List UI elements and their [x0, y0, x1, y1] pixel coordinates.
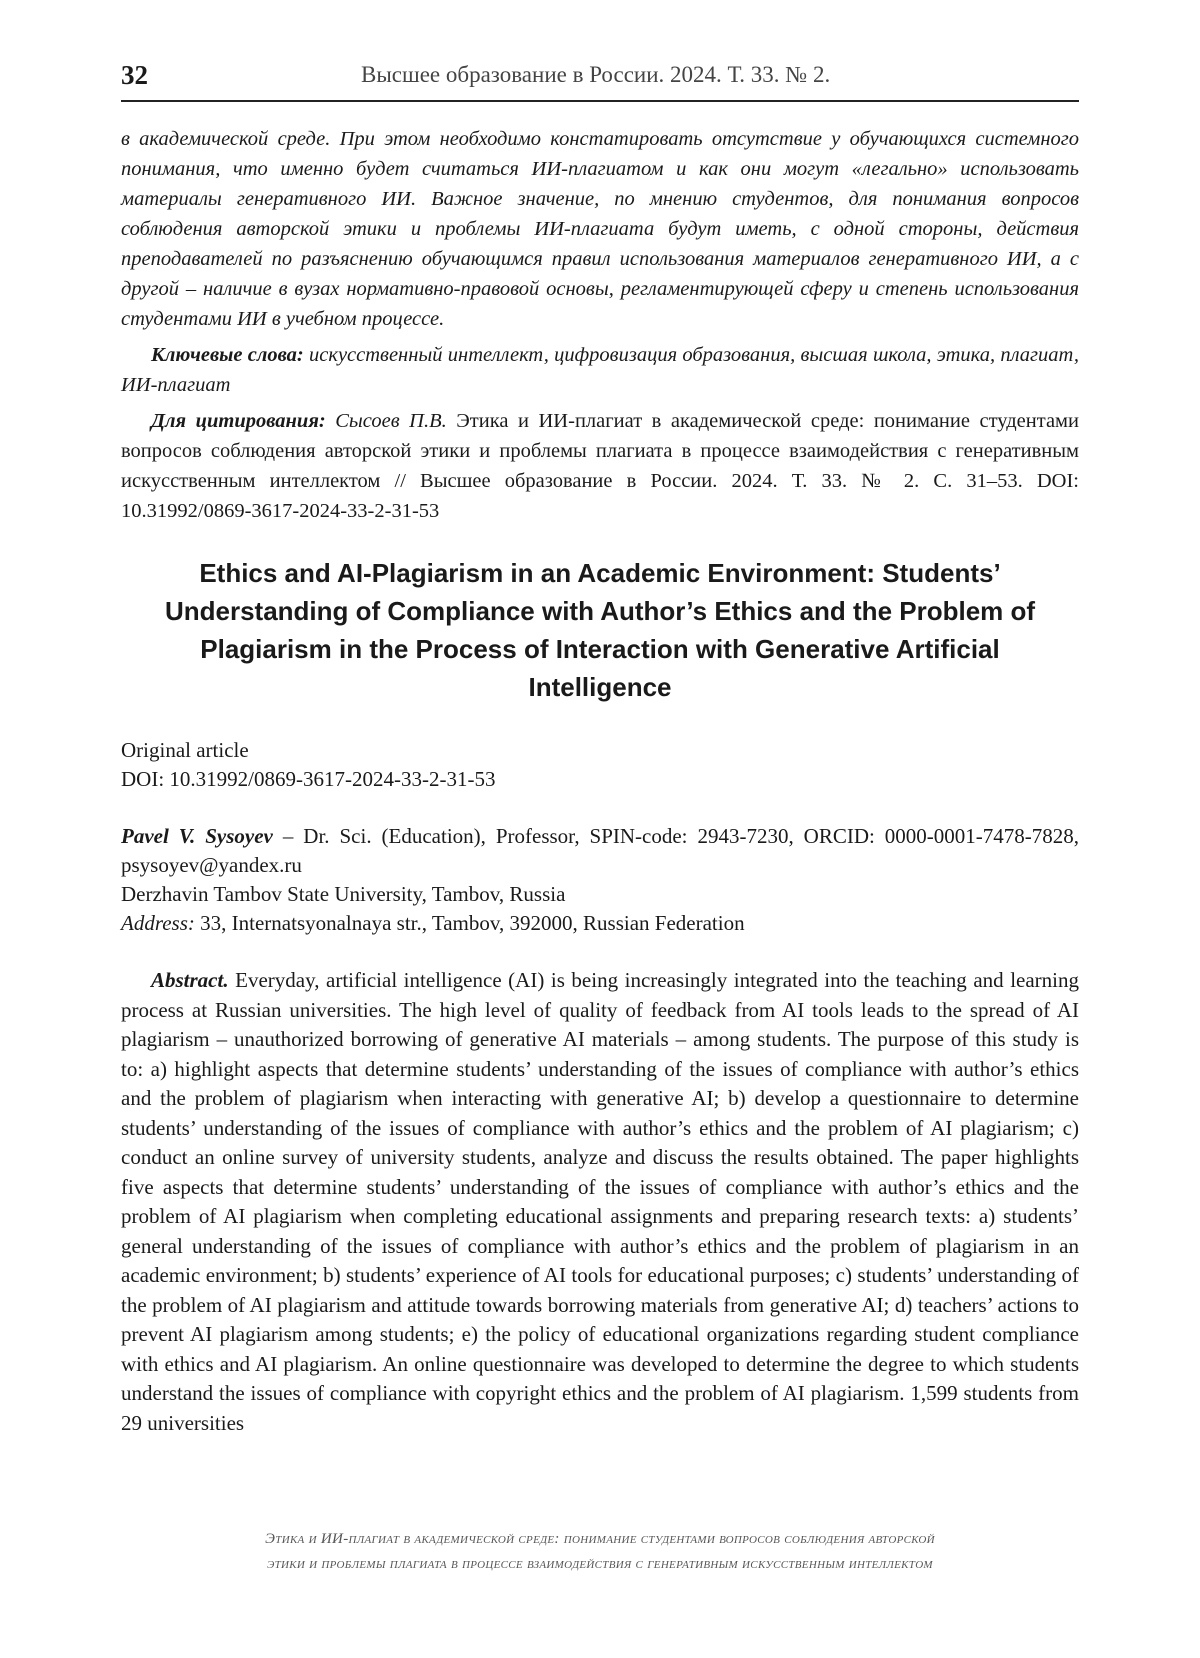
address-text: 33, Internatsyonalnaya str., Tambov, 392000, Russian Federation — [200, 911, 745, 935]
citation-text: Этика и ИИ-плагиат в академической среде: понимание студентами вопросов соблюдения авторской этики и проблемы плагиата в процессе взаимодействия с генеративным искусственным интеллектом // Высшее образование в России. 2024. Т. 33. № 2. С. 31–53. DOI: 10.31992/0869-3617-2024-33-2-31-53 — [121, 410, 1079, 522]
author-address — [121, 909, 1079, 938]
article-doi: DOI: 10.31992/0869-3617-2024-33-2-31-53 — [121, 767, 496, 791]
page — [121, 56, 1079, 1438]
russian-abstract-end: в академической среде. При этом необходимо констатировать отсутствие у обучающихся системного понимания, что именно будет считаться ИИ-плагиатом и как они могут «легально» использовать материалы генеративного ИИ. Важное значение, по мнению студентов, для понимания вопросов соблюдения авторской этики и проблемы ИИ-плагиата будут иметь, с одной стороны, действия преподавателей по разъяснению обучающимся правил использования материалов генеративного ИИ, а с другой – наличие в вузах нормативно-правовой основы, регламентирующей сферу и степень использования студентами ИИ в учебном процессе. — [121, 128, 1079, 330]
citation-label: Для цитирования: — [151, 410, 326, 432]
author-line — [121, 822, 1079, 880]
abstract-label: Abstract. — [151, 968, 229, 992]
address-label: Address: — [121, 911, 195, 935]
footer-line-1: Этика и ИИ-плагиат в академической среде: понимание студентами вопросов соблюдения авторской — [265, 1531, 935, 1547]
article-type: Original article — [121, 738, 249, 762]
author-name: Pavel V. Sysoyev — [121, 824, 273, 848]
keywords — [121, 340, 1079, 400]
article-meta — [121, 736, 1079, 794]
english-title: Ethics and AI-Plagiarism in an Academic Environment: Students’ Understanding of Compliance with Author’s Ethics and the Problem of Plagiarism in the Process of Interaction with Generative Artificial Intelligence — [164, 558, 1036, 702]
citation — [121, 406, 1079, 526]
footer-line-2: этики и проблемы плагиата в процессе взаимодействия с генеративным искусственным интеллектом — [267, 1556, 933, 1572]
running-header — [121, 56, 1079, 102]
abstract-text: Everyday, artificial intelligence (AI) is being increasingly integrated into the teaching and learning process at Russian universities. The high level of quality of feedback from AI tools leads to the spread of AI plagiarism – unauthorized borrowing of generative AI materials – among students. The purpose of this study is to: a) highlight aspects that determine students’ understanding of the issues of compliance with author’s ethics and the problem of plagiarism when interacting with generative AI; b) develop a questionnaire to determine students’ understanding of the issues of compliance with author’s ethics and the problem of AI plagiarism; c) conduct an online survey of university students, analyze and discuss the results obtained. The paper highlights five aspects that determine students’ understanding of the issues of compliance with author’s ethics and the problem of AI plagiarism when completing educational assignments and preparing research texts: a) students’ general understanding of the issues of compliance with author’s ethics and the problem of plagiarism in an academic environment; b) students’ experience of AI tools for educational purposes; c) students’ understanding of the problem of AI plagiarism and attitude towards borrowing materials from generative AI; d) teachers’ actions to prevent AI plagiarism among students; e) the policy of educational organizations regarding student compliance with ethics and AI plagiarism. An online questionnaire was developed to determine the degree to which students understand the issues of compliance with copyright ethics and the problem of AI plagiarism. 1,599 students from 29 universities — [121, 968, 1080, 1435]
abstract — [121, 966, 1079, 1438]
journal-title: Высшее образование в России. 2024. Т. 33. № 2. — [361, 62, 831, 87]
keywords-text: искусственный интеллект, цифровизация образования, высшая школа, этика, плагиат, ИИ-плагиат — [121, 344, 1079, 396]
citation-author: Сысоев П.В. — [335, 410, 447, 432]
keywords-label: Ключевые слова: — [151, 344, 304, 366]
page-number: 32 — [121, 60, 148, 90]
running-footer — [121, 1527, 1079, 1577]
author-details: – Dr. Sci. (Education), Professor, SPIN-code: 2943-7230, ORCID: 0000-0001-7478-7828, psysoyev@yandex.ru — [121, 824, 1079, 877]
author-block — [121, 822, 1079, 938]
author-affiliation: Derzhavin Tambov State University, Tambov, Russia — [121, 882, 566, 906]
